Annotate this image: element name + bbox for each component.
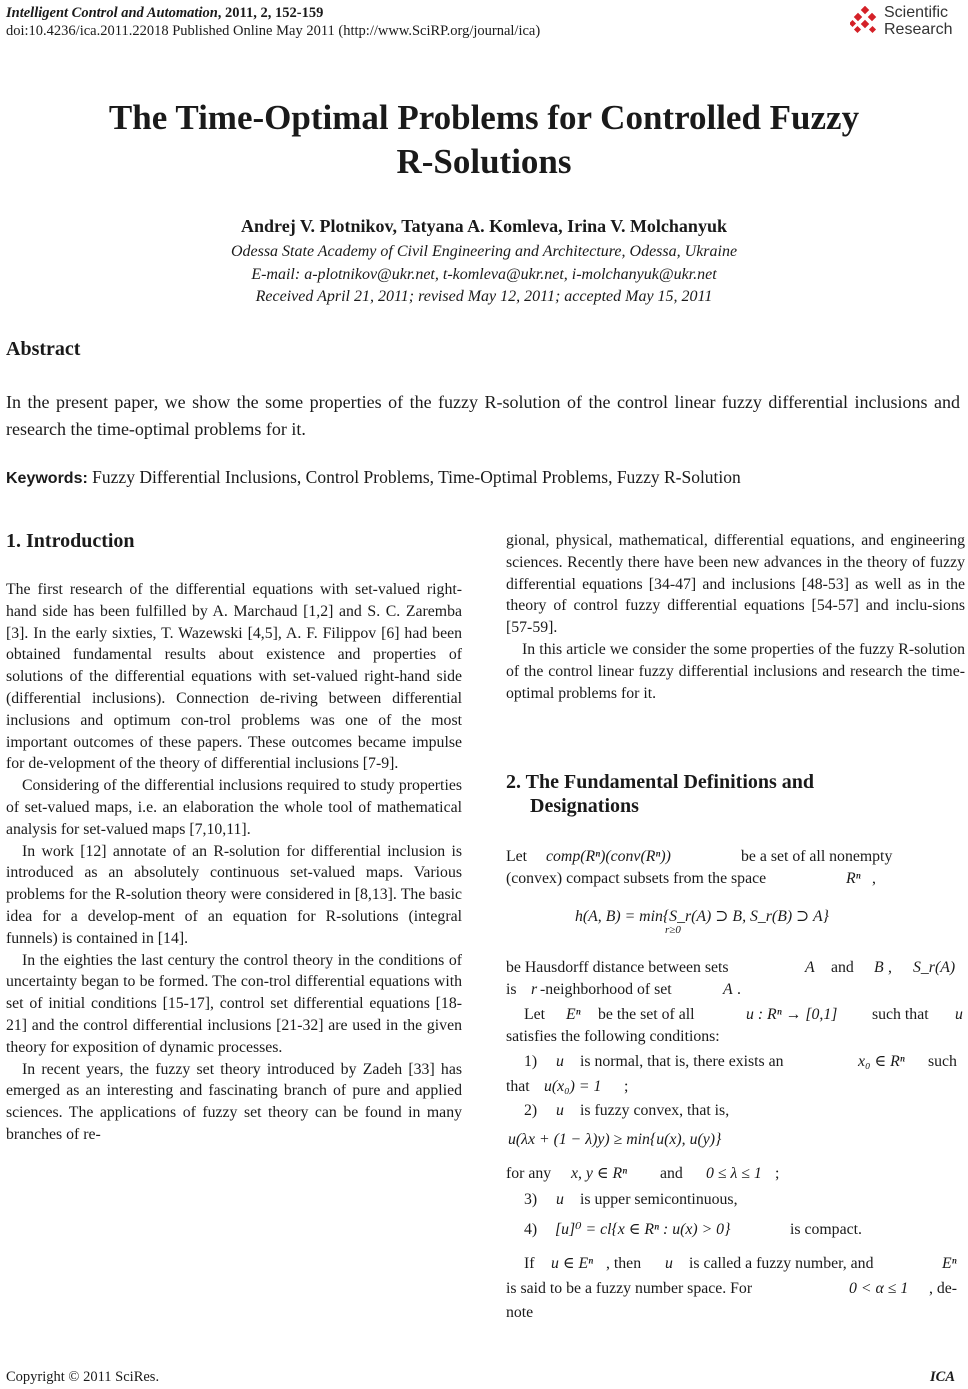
text-line: If	[524, 1255, 535, 1272]
list-number: 4)	[524, 1221, 538, 1238]
text-line: ;	[624, 1078, 629, 1095]
formula-subscript: r≥0	[665, 924, 681, 936]
math-symbol: u	[556, 1053, 564, 1070]
math-expression: x, y ∈ Rⁿ	[571, 1165, 628, 1182]
authors: Andrej V. Plotnikov, Tatyana A. Komleva, Irina V. Molchanyuk	[241, 216, 727, 236]
section-1-heading: 1. Introduction	[6, 530, 135, 552]
list-number: 1)	[524, 1053, 538, 1070]
math-symbol: A	[723, 981, 733, 998]
keywords-text: Fuzzy Differential Inclusions, Control Problems, Time-Optimal Problems, Fuzzy R-Solution	[87, 467, 741, 487]
text-line: for any	[506, 1165, 552, 1182]
math-symbol: Eⁿ	[566, 1006, 581, 1023]
hausdorff-formula: h(A, B) = min{S_r(A) ⊃ B, S_r(B) ⊃ A}	[575, 908, 829, 925]
text-line: (convex) compact subsets from the space	[506, 870, 767, 887]
publisher-logo	[850, 4, 968, 40]
math-symbol: u	[665, 1255, 673, 1272]
text-line: ,	[872, 870, 876, 887]
text-line: is	[506, 981, 517, 998]
text-line: .	[737, 981, 741, 998]
title-line-2: R-Solutions	[396, 142, 572, 181]
math-symbol: r	[531, 981, 538, 998]
list-number: 3)	[524, 1191, 538, 1208]
math-expression: comp(Rⁿ)(conv(Rⁿ))	[546, 848, 671, 865]
text-line: be Hausdorff distance between sets	[506, 959, 729, 976]
text-line: and	[831, 959, 854, 976]
fuzzy-convex-formula: u(λx + (1 − λ)y) ≥ min{u(x), u(y)}	[508, 1131, 722, 1148]
text-line: and	[660, 1165, 683, 1182]
text-line: note	[506, 1304, 534, 1321]
math-symbol: A	[805, 959, 815, 976]
keywords	[6, 465, 741, 491]
text-line: such that	[872, 1006, 929, 1023]
paragraph: gional, physical, mathematical, differential equations, and engineering sciences. Recently there have been new advances in the theory of fuzzy differential equations [34-47] and inclusions [48-53] as well as in the theory of control fuzzy differential equations [54-57] and inclu-sions [57-59].	[506, 532, 965, 637]
text-line: ;	[775, 1165, 780, 1182]
math-symbol: B	[874, 959, 884, 976]
text-line: is fuzzy convex, that is,	[580, 1102, 730, 1119]
text-line: be a set of all nonempty	[741, 848, 893, 865]
abstract-heading: Abstract	[6, 338, 81, 360]
paper-title	[40, 96, 928, 184]
section-2-heading	[506, 770, 965, 818]
journal-abbreviation: ICA	[930, 1369, 955, 1385]
affiliation-block	[0, 241, 968, 309]
abstract-text: In the present paper, we show the some properties of the fuzzy R-solution of the control linear fuzzy differential inclusions and research the time-optimal problems for it.	[6, 392, 960, 439]
left-column	[6, 579, 462, 1146]
email-line: E-mail: a-plotnikov@ukr.net, t-komleva@ukr.net, i-molchanyuk@ukr.net	[251, 265, 717, 283]
journal-volume: , 2011, 2, 152-159	[217, 5, 324, 21]
text-line: -neighborhood of set	[540, 981, 672, 998]
math-expression: 0 ≤ λ ≤ 1	[706, 1165, 762, 1182]
paragraph: In the eighties the last century the control theory in the conditions of uncertainty began to be formed. The con-trol differential equations with set of initial conditions [15-17], control set differential equations [18-21] and the control differential inclusions [21-32] are used in the given theory for exposition of dynamic processes.	[6, 951, 462, 1056]
text-line: is called a fuzzy number, and	[689, 1255, 874, 1272]
math-expression: Rⁿ	[846, 870, 861, 887]
text-line: satisfies the following conditions:	[506, 1028, 720, 1045]
text-line: is upper semicontinuous,	[580, 1191, 738, 1208]
text-line: is said to be a fuzzy number space. For	[506, 1280, 753, 1297]
logo-line-1: Scientific	[884, 4, 949, 21]
math-expression: u : Rⁿ → [0,1]	[746, 1006, 838, 1023]
logo-line-2: Research	[884, 21, 953, 38]
math-expression: x₀ ∈ Rⁿ	[858, 1053, 905, 1070]
keywords-label: Keywords:	[6, 470, 88, 487]
dates-line: Received April 21, 2011; revised May 12, 2011; accepted May 15, 2011	[255, 288, 713, 305]
paragraph: In work [12] annotate of an R-solution for differential inclusion is introduced as an absolutely continuous set-valued maps. Various problems for the R-solution theory were considered in [8,13]. The basic idea for a develop-ment of an equation for R-solutions (integral funnels) is contained in [14].	[6, 842, 462, 947]
affiliation: Odessa State Academy of Civil Engineering and Architecture, Odessa, Ukraine	[230, 243, 738, 260]
journal-name: Intelligent Control and Automation	[6, 5, 218, 21]
paragraph: In recent years, the fuzzy set theory introduced by Zadeh [33] has emerged as an interesting and fascinating branch of pure and applied sciences. The applications of fuzzy set theory can be found in many branches of re-	[6, 1060, 462, 1143]
paragraph: Considering of the differential inclusions required to study properties of set-valued maps, i.e. an elaboration the whole tool of mathematical analysis for set-valued maps [7,10,11].	[6, 777, 462, 838]
text-line: , then	[606, 1255, 642, 1272]
section-2-heading-line-2: Designations	[530, 795, 639, 817]
math-expression: u(x₀) = 1	[544, 1078, 602, 1095]
math-expression: S_r(A)	[913, 959, 956, 976]
paragraph: In this article we consider the some properties of the fuzzy R-solution of the control linear fuzzy differential inclusions and research the time-optimal problems for it.	[506, 640, 965, 702]
text-line: such	[928, 1053, 957, 1070]
text-line: Let	[524, 1006, 546, 1023]
text-line: be the set of all	[598, 1006, 695, 1023]
compact-support-formula: [u]⁰ = cl{x ∈ Rⁿ : u(x) > 0}	[555, 1221, 731, 1238]
math-expression: 0 < α ≤ 1	[849, 1280, 909, 1297]
journal-header	[6, 4, 540, 40]
list-number: 2)	[524, 1102, 538, 1119]
text-line: ,	[888, 959, 892, 976]
math-expression: u ∈ Eⁿ	[551, 1255, 594, 1272]
section-2-heading-line-1: 2. The Fundamental Definitions and	[506, 771, 815, 793]
text-line: Let	[506, 848, 528, 865]
copyright: Copyright © 2011 SciRes.	[6, 1369, 160, 1385]
math-symbol: u	[556, 1191, 564, 1208]
title-line-1: The Time-Optimal Problems for Controlled Fuzzy	[108, 98, 860, 137]
doi-line: doi:10.4236/ica.2011.22018 Published Online May 2011 (http://www.SciRP.org/journal/ica)	[6, 23, 541, 39]
journal-citation	[6, 4, 540, 22]
text-line: is normal, that is, there exists an	[580, 1053, 784, 1070]
text-line: that	[506, 1078, 530, 1095]
math-symbol: u	[556, 1102, 564, 1119]
text-line: is compact.	[790, 1221, 862, 1238]
right-column	[506, 530, 965, 704]
scientific-research-logo-icon	[850, 6, 880, 36]
paragraph: The first research of the differential equations with set-valued right-hand side has been fulfilled by A. Marchaud [1,2] and S. C. Zaremba [3]. In the early sixties, T. Wazewski [4,5], A. F. Filippov [6] had been obtained fundamental results about existence and properties of solutions of the differential equations with set-valued right-hand side (differential inclusions). Connection de-riving between differential inclusions and optimum con-trol problems was one of the most important outcomes of these papers. These outcomes became impulse for de-velopment of the theory of differential inclusions [7-9].	[6, 581, 462, 773]
logo-text	[884, 4, 952, 38]
math-symbol: Eⁿ	[942, 1255, 957, 1272]
text-line: , de-	[929, 1280, 958, 1297]
math-symbol: u	[955, 1006, 963, 1023]
